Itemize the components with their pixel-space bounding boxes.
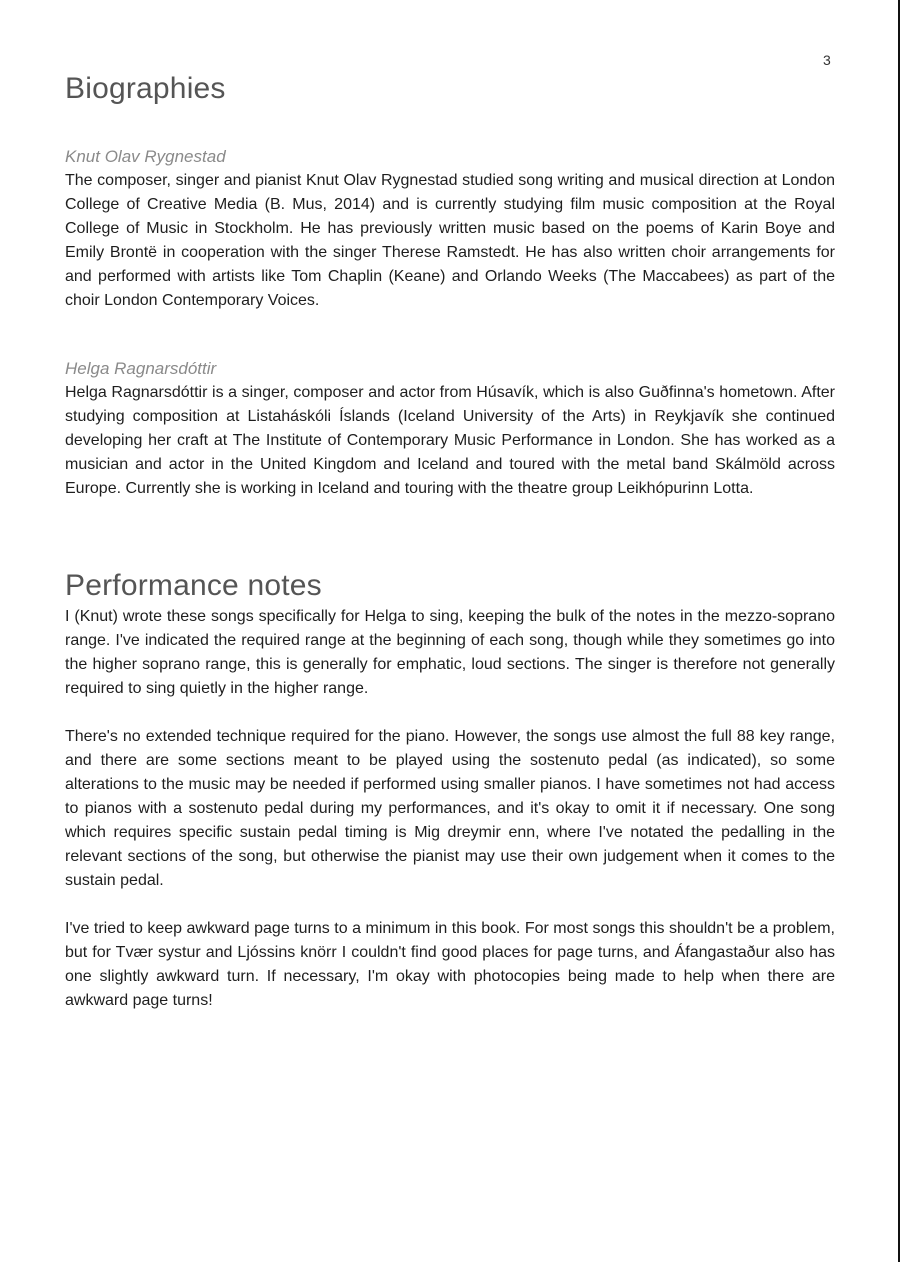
page-number: 3 — [823, 52, 831, 68]
biographies-heading: Biographies — [65, 72, 226, 105]
biography-text: The composer, singer and pianist Knut Olav Rygnestad studied song writing and musical direction at London College of Creative Media (B. Mus, 2014) and is currently studying film music composition at the Royal College of Music in Stockholm. He has previously written music based on the poems of Karin Boye and Emily Brontë in cooperation with the singer Therese Ramstedt. He has also written choir arrangements for and performed with artists like Tom Chaplin (Keane) and Orlando Weeks (The Maccabees) as part of the choir London Contemporary Voices. — [65, 172, 835, 309]
biography-name: Knut Olav Rygnestad — [65, 147, 226, 166]
performance-notes-heading: Performance notes — [65, 569, 322, 602]
performance-notes-paragraph: There's no extended technique required for the piano. However, the songs use almost the full 88 key range, and there are some sections meant to be played using the sostenuto pedal (as indicated), so some alterations to the music may be needed if performed using smaller pianos. I have sometimes not had access to pianos with a sostenuto pedal during my performances, and it's okay to omit it if necessary. One song which requires specific sustain pedal timing is Mig dreymir enn, where I've notated the pedalling in the relevant sections of the song, but otherwise the pianist may use their own judgement when it comes to the sustain pedal. — [65, 728, 835, 889]
biographies-section — [65, 70, 835, 501]
performance-notes-section — [65, 567, 835, 1013]
biography-text: Helga Ragnarsdóttir is a singer, composer and actor from Húsavík, which is also Guðfinna's hometown. After studying composition at Listaháskóli Íslands (Iceland University of the Arts) in Reykjavík she continued developing her craft at The Institute of Contemporary Music Performance in London. She has worked as a musician and actor in the United Kingdom and Iceland and toured with the metal band Skálmöld across Europe. Currently she is working in Iceland and touring with the theatre group Leikhópurinn Lotta. — [65, 384, 835, 497]
performance-notes-paragraph: I (Knut) wrote these songs specifically for Helga to sing, keeping the bulk of the notes in the mezzo-soprano range. I've indicated the required range at the beginning of each song, though while they sometimes go into the higher soprano range, this is generally for emphatic, loud sections. The singer is therefore not generally required to sing quietly in the higher range. — [65, 608, 835, 697]
performance-notes-paragraph: I've tried to keep awkward page turns to a minimum in this book. For most songs this shouldn't be a problem, but for Tvær systur and Ljóssins knörr I couldn't find good places for page turns, and Áfangastaður also has one slightly awkward turn. If necessary, I'm okay with photocopies being made to help when there are awkward page turns! — [65, 920, 835, 1009]
biography-entry-knut — [65, 145, 835, 313]
page-content — [65, 70, 835, 1013]
biography-entry-helga — [65, 357, 835, 501]
biography-name: Helga Ragnarsdóttir — [65, 359, 217, 378]
